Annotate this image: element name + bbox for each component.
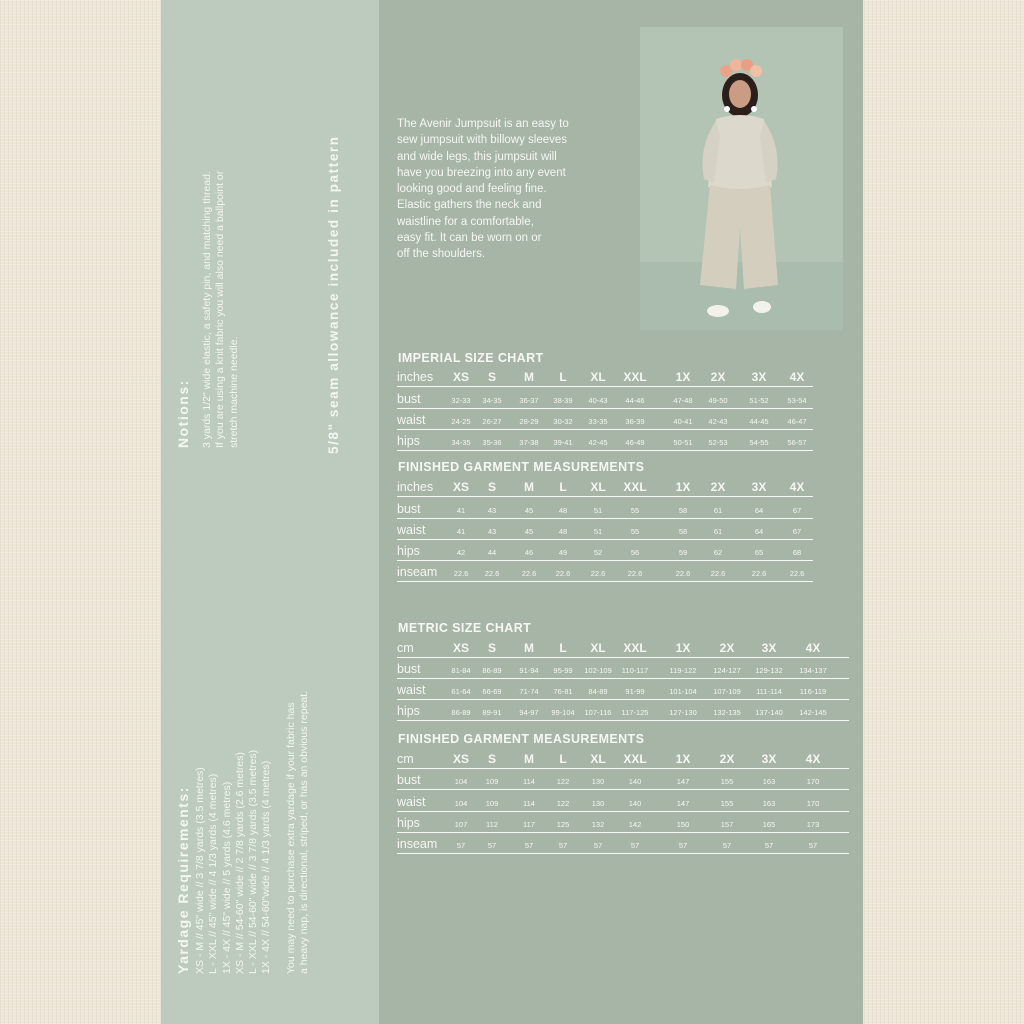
measurement-cell: 122 — [556, 799, 570, 808]
measurement-cell: 45 — [524, 506, 534, 515]
description-line: have you breezing into any event — [397, 166, 566, 179]
measurement-cell: 107 — [454, 820, 468, 829]
measurement-cell: 46-49 — [625, 438, 645, 447]
notions-line: 3 yards 1/2" wide elastic, a safety pin, and matching thread. — [201, 171, 213, 448]
measurement-cell: 124-127 — [713, 666, 741, 675]
measurement-cell: 57 — [487, 841, 497, 850]
measurement-cell: 50-51 — [673, 438, 693, 447]
size-label: XS — [452, 480, 470, 494]
metric-size-title: METRIC SIZE CHART — [398, 621, 532, 635]
measurement-cell: 36-39 — [625, 417, 645, 426]
measurement-cell: 117 — [523, 820, 535, 829]
measurement-cell: 45 — [524, 527, 534, 536]
table-header-row — [397, 478, 813, 497]
measurement-cell: 110-117 — [621, 666, 649, 675]
rotated-requirements — [161, 0, 379, 1024]
measurement-cell: 32-33 — [451, 396, 471, 405]
measurement-cell: 22.6 — [555, 569, 571, 578]
size-label: 2X — [719, 641, 735, 655]
measurement-cell: 67 — [792, 506, 802, 515]
description-line: The Avenir Jumpsuit is an easy to — [397, 118, 569, 130]
table-row — [397, 432, 813, 451]
metric-finished-title: FINISHED GARMENT MEASUREMENTS — [398, 732, 645, 746]
measurement-cell: 142 — [628, 820, 642, 829]
yardage-line: XS - M // 54-60" wide // 2 7/8 yards (2.6 metres) — [233, 752, 246, 974]
size-label: 4X — [805, 641, 821, 655]
measurement-cell: 48 — [558, 506, 568, 515]
measurement-cell: 54-55 — [749, 438, 769, 447]
measurement-cell: 52-53 — [708, 438, 728, 447]
row-label: waist — [397, 683, 426, 697]
measurement-cell: 34-35 — [451, 438, 471, 447]
measurement-cell: 104 — [454, 799, 468, 808]
size-label: 1X — [675, 752, 691, 766]
measurement-cell: 150 — [676, 820, 690, 829]
notions-block — [175, 171, 241, 448]
row-label: bust — [397, 392, 421, 406]
measurement-cell: 22.6 — [751, 569, 767, 578]
size-label: 3X — [761, 641, 777, 655]
size-label: 1X — [675, 480, 691, 494]
measurement-cell: 57 — [558, 841, 568, 850]
size-label: L — [559, 370, 567, 384]
row-label: inseam — [397, 565, 438, 579]
measurement-cell: 46 — [524, 548, 534, 557]
measurement-cell: 173 — [806, 820, 820, 829]
measurement-cell: 155 — [720, 777, 734, 786]
size-label: 4X — [789, 480, 805, 494]
measurement-cell: 36-37 — [519, 396, 539, 405]
measurement-cell: 37-38 — [519, 438, 539, 447]
measurement-cell: 81-84 — [451, 666, 471, 675]
row-label: waist — [397, 523, 426, 537]
size-label: 4X — [789, 370, 805, 384]
table-row — [397, 563, 813, 582]
measurement-cell: 51 — [593, 527, 603, 536]
table-row — [397, 702, 849, 721]
measurement-cell: 44-45 — [749, 417, 769, 426]
measurement-cell: 56 — [630, 548, 640, 557]
measurement-cell: 42-43 — [708, 417, 728, 426]
measurement-cell: 57 — [524, 841, 534, 850]
row-label: waist — [397, 795, 426, 809]
measurement-cell: 22.6 — [590, 569, 606, 578]
table-row — [397, 681, 849, 700]
measurement-cell: 43 — [487, 527, 497, 536]
row-label: inseam — [397, 837, 438, 851]
measurement-cell: 91-99 — [625, 687, 645, 696]
unit-label: inches — [397, 370, 434, 384]
table-header-row — [397, 750, 849, 769]
measurement-cell: 112 — [486, 820, 498, 829]
measurement-cell: 76-81 — [553, 687, 573, 696]
table-row — [397, 390, 813, 409]
measurement-cell: 109 — [485, 777, 499, 786]
measurement-cell: 107-116 — [584, 708, 612, 717]
measurement-cell: 165 — [762, 820, 776, 829]
measurement-cell: 157 — [720, 820, 734, 829]
measurement-cell: 33-35 — [588, 417, 608, 426]
measurement-cell: 42-45 — [588, 438, 608, 447]
measurement-cell: 130 — [591, 777, 605, 786]
measurement-cell: 40-43 — [588, 396, 608, 405]
measurement-cell: 22.6 — [789, 569, 805, 578]
measurement-cell: 64 — [754, 506, 764, 515]
measurement-cell: 127-130 — [669, 708, 697, 717]
size-label: XL — [590, 752, 606, 766]
measurement-cell: 119-122 — [669, 666, 697, 675]
size-label: M — [524, 480, 534, 494]
table-row — [397, 835, 849, 854]
measurement-cell: 61 — [713, 506, 723, 515]
imperial-size-title: IMPERIAL SIZE CHART — [398, 351, 544, 365]
size-label: 1X — [675, 641, 691, 655]
measurement-cell: 147 — [676, 777, 690, 786]
measurement-cell: 122 — [556, 777, 570, 786]
measurement-cell: 104 — [454, 777, 468, 786]
measurement-cell: 111-114 — [756, 687, 782, 696]
size-label: XL — [590, 641, 606, 655]
size-label: S — [487, 641, 497, 655]
measurement-cell: 57 — [630, 841, 640, 850]
measurement-cell: 114 — [523, 777, 535, 786]
measurement-cell: 94-97 — [519, 708, 539, 717]
measurement-cell: 137-140 — [755, 708, 783, 717]
size-label: 3X — [751, 480, 767, 494]
measurement-cell: 68 — [792, 548, 802, 557]
measurement-cell: 71-74 — [519, 687, 539, 696]
measurement-cell: 147 — [676, 799, 690, 808]
row-label: waist — [397, 413, 426, 427]
unit-label: inches — [397, 480, 434, 494]
measurement-cell: 84-89 — [588, 687, 608, 696]
table-row — [397, 793, 849, 812]
measurement-cell: 66-69 — [482, 687, 502, 696]
measurement-cell: 39-41 — [553, 438, 573, 447]
yardage-line: XS - M // 45" wide // 3 7/8 yards (3.5 metres) — [194, 767, 206, 974]
size-label: S — [487, 752, 497, 766]
measurement-cell: 56-57 — [787, 438, 807, 447]
pattern-back-card — [161, 0, 863, 1024]
size-label: S — [487, 480, 497, 494]
row-label: hips — [397, 816, 420, 830]
size-label: M — [524, 752, 534, 766]
measurement-cell: 89-91 — [482, 708, 502, 717]
measurement-cell: 101-104 — [669, 687, 697, 696]
size-label: XS — [452, 370, 470, 384]
measurement-cell: 116-119 — [799, 687, 827, 696]
row-label: bust — [397, 662, 421, 676]
measurement-cell: 40-41 — [673, 417, 693, 426]
table-row — [397, 771, 849, 790]
description-line: looking good and feeling fine. — [397, 183, 547, 196]
measurement-cell: 163 — [762, 777, 776, 786]
yardage-note-line: a heavy nap, is directional, striped, or has an obvious repeat. — [298, 690, 311, 974]
size-label: XXL — [623, 370, 647, 384]
measurement-cell: 57 — [456, 841, 466, 850]
table-row — [397, 411, 813, 430]
measurement-cell: 57 — [678, 841, 688, 850]
table-header-row — [397, 368, 813, 387]
measurement-cell: 117-125 — [621, 708, 649, 717]
measurement-cell: 38-39 — [553, 396, 573, 405]
measurement-cell: 51-52 — [749, 396, 769, 405]
table-row — [397, 521, 813, 540]
measurement-cell: 91-94 — [519, 666, 539, 675]
size-label: XL — [590, 480, 606, 494]
size-label: 2X — [710, 370, 726, 384]
measurement-cell: 67 — [792, 527, 802, 536]
size-label: M — [524, 370, 534, 384]
row-label: bust — [397, 502, 421, 516]
measurement-cell: 57 — [808, 841, 818, 850]
measurement-cell: 134-137 — [799, 666, 827, 675]
measurement-cell: 64 — [754, 527, 764, 536]
description-line: sew jumpsuit with billowy sleeves — [397, 134, 568, 147]
measurement-cell: 140 — [628, 777, 642, 786]
measurement-cell: 22.6 — [484, 569, 500, 578]
description-line: Elastic gathers the neck and — [397, 199, 542, 212]
table-row — [397, 542, 813, 561]
measurement-cell: 52 — [593, 548, 603, 557]
measurement-cell: 62 — [713, 548, 723, 557]
size-label: M — [524, 641, 534, 655]
measurement-cell: 99-104 — [551, 708, 575, 717]
measurement-cell: 132 — [591, 820, 605, 829]
row-label: hips — [397, 434, 420, 448]
measurement-cell: 41 — [456, 527, 466, 536]
measurement-cell: 65 — [754, 548, 764, 557]
description-line: easy fit. It can be worn on or — [397, 232, 542, 245]
measurement-cell: 61-64 — [451, 687, 471, 696]
size-label: 2X — [710, 480, 726, 494]
yardage-note-line: You may need to purchase extra yardage if your fabric has — [284, 702, 297, 974]
measurement-cell: 55 — [630, 527, 640, 536]
measurement-cell: 46-47 — [787, 417, 807, 426]
measurement-cell: 22.6 — [521, 569, 537, 578]
size-label: 3X — [761, 752, 777, 766]
measurement-cell: 26-27 — [482, 417, 502, 426]
measurement-cell: 86-89 — [451, 708, 471, 717]
size-label: 1X — [675, 370, 691, 384]
size-label: 4X — [805, 752, 821, 766]
measurement-cell: 57 — [722, 841, 732, 850]
measurement-cell: 22.6 — [675, 569, 691, 578]
row-label: bust — [397, 773, 421, 787]
measurement-cell: 102-109 — [584, 666, 612, 675]
table-header-row — [397, 639, 849, 658]
unit-label: cm — [397, 752, 414, 766]
yardage-line: L - XXL // 45" wide // 4 1/3 yards (4 metres) — [207, 773, 220, 974]
measurement-cell: 61 — [713, 527, 723, 536]
description-line: waistline for a comfortable, — [397, 215, 534, 228]
measurement-cell: 57 — [764, 841, 774, 850]
measurement-cell: 140 — [628, 799, 642, 808]
measurement-cell: 48 — [558, 527, 568, 536]
measurement-cell: 125 — [556, 820, 570, 829]
yardage-title: Yardage Requirements: — [175, 786, 191, 974]
measurement-cell: 44-46 — [625, 396, 645, 405]
measurement-cell: 34-35 — [482, 396, 502, 405]
measurement-cell: 41 — [456, 506, 466, 515]
measurement-cell: 28-29 — [519, 417, 539, 426]
measurement-cell: 55 — [630, 506, 640, 515]
notions-line: stretch machine needle. — [227, 336, 240, 448]
measurement-cell: 49-50 — [708, 396, 728, 405]
measurement-cell: 130 — [591, 799, 605, 808]
measurement-cell: 142-145 — [799, 708, 827, 717]
size-label: L — [559, 752, 567, 766]
measurement-cell: 24-25 — [451, 417, 471, 426]
measurement-cell: 49 — [558, 548, 568, 557]
size-label: XXL — [623, 641, 647, 655]
model-wearing-jumpsuit-photo — [640, 27, 843, 330]
measurement-cell: 163 — [762, 799, 776, 808]
unit-label: cm — [397, 641, 414, 655]
measurement-cell: 22.6 — [627, 569, 643, 578]
yardage-block — [175, 691, 311, 974]
measurement-cell: 114 — [523, 799, 535, 808]
measurement-cell: 107-109 — [713, 687, 741, 696]
measurement-cell: 35-36 — [482, 438, 502, 447]
size-label: XXL — [623, 480, 647, 494]
size-label: L — [559, 641, 567, 655]
size-label: XL — [590, 370, 606, 384]
notions-line: If you are using a knit fabric you will also need a ballpoint or — [214, 170, 227, 448]
measurement-cell: 129-132 — [755, 666, 783, 675]
table-row — [397, 814, 849, 833]
table-row — [397, 660, 849, 679]
yardage-line: 1X - 4X // 45" wide // 5 yards (4.6 metres) — [220, 781, 233, 974]
size-label: 2X — [719, 752, 735, 766]
size-label: XXL — [623, 752, 647, 766]
measurement-cell: 51 — [593, 506, 603, 515]
notions-title: Notions: — [175, 379, 191, 448]
product-description — [397, 116, 629, 263]
description-line: and wide legs, this jumpsuit will — [397, 150, 557, 163]
measurement-cell: 42 — [456, 548, 466, 557]
size-label: XS — [452, 752, 470, 766]
size-label: XS — [452, 641, 470, 655]
measurement-cell: 155 — [720, 799, 734, 808]
measurement-cell: 43 — [487, 506, 497, 515]
row-label: hips — [397, 544, 420, 558]
measurement-cell: 132-135 — [713, 708, 741, 717]
measurement-cell: 109 — [485, 799, 499, 808]
yardage-line: 1X - 4X // 54-60"wide // 4 1/3 yards (4 metres) — [260, 760, 273, 974]
imperial-finished-title: FINISHED GARMENT MEASUREMENTS — [398, 460, 645, 474]
measurement-cell: 170 — [806, 777, 820, 786]
size-label: 3X — [751, 370, 767, 384]
yardage-line: L - XXL // 54-60" wide // 3 7/8 yards (3.5 metres) — [247, 749, 260, 974]
table-row — [397, 500, 813, 519]
measurement-cell: 22.6 — [710, 569, 726, 578]
measurement-cell: 95-99 — [553, 666, 573, 675]
seam-allowance-note: 5/8" seam allowance included in pattern — [326, 135, 341, 454]
row-label: hips — [397, 704, 420, 718]
measurement-cell: 53-54 — [787, 396, 807, 405]
size-label: S — [487, 370, 497, 384]
measurement-cell: 22.6 — [453, 569, 469, 578]
measurement-cell: 170 — [806, 799, 820, 808]
measurement-cell: 59 — [678, 548, 688, 557]
measurement-cell: 86-89 — [482, 666, 502, 675]
measurement-cell: 57 — [593, 841, 603, 850]
requirements-panel — [161, 0, 379, 1024]
measurement-cell: 44 — [487, 548, 497, 557]
size-label: L — [559, 480, 567, 494]
measurement-cell: 58 — [678, 506, 688, 515]
measurement-cell: 58 — [678, 527, 688, 536]
description-line: off the shoulders. — [397, 248, 486, 261]
measurement-cell: 30-32 — [553, 417, 573, 426]
measurement-cell: 47-48 — [673, 396, 693, 405]
